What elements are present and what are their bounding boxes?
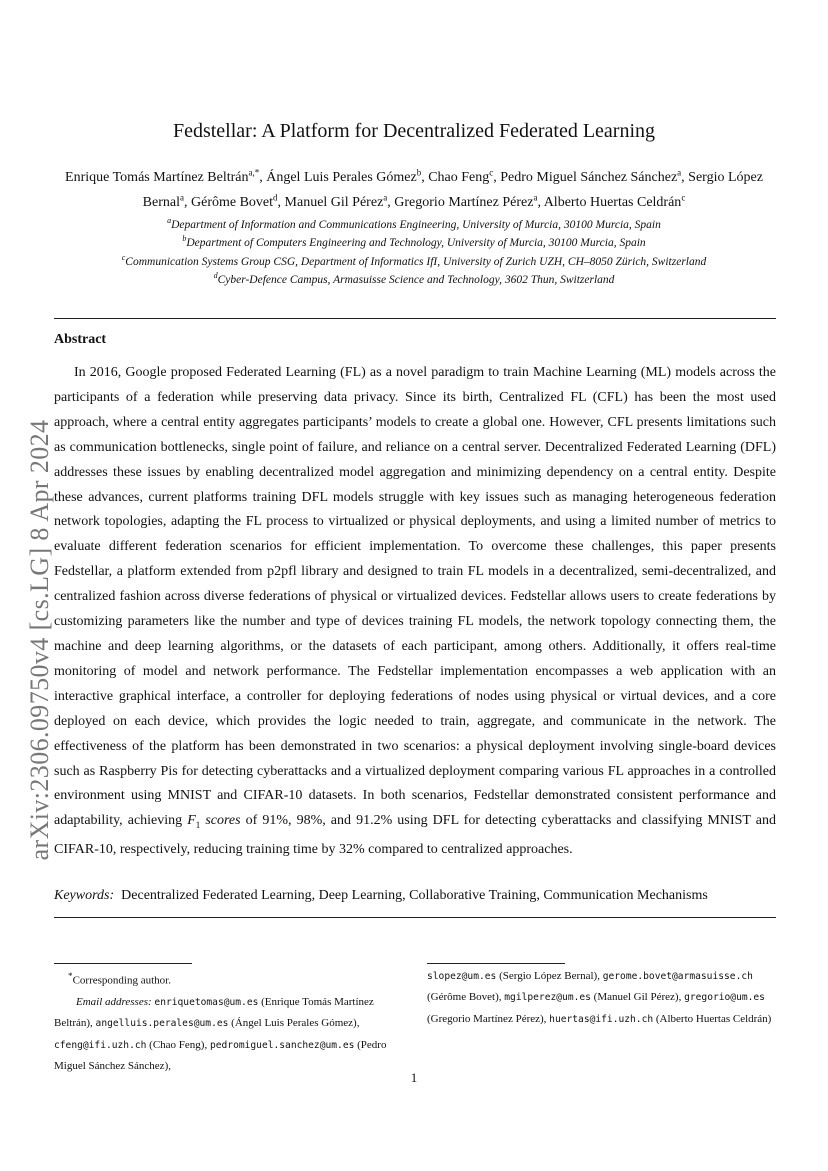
email-link[interactable]: mgilperez@um.es xyxy=(504,992,591,1004)
abstract-body: In 2016, Google proposed Federated Learning (FL) as a novel paradigm to train Machine Learning (ML) models across the participants of a federation while preserving data privacy. Since its birth, Centralized FL (CFL) has been the most used approach, where a central entity aggregates participants’ models to create a global one. However, CFL presents limitations such as communication bottlenecks, single point of failure, and reliance on a central server. Decentralized Federated Learning (DFL) addresses these issues by enabling decentralized model aggregation and minimizing dependency on a central entity. Despite these advances, current platforms training DFL models struggle with key issues such as managing heterogeneous federation network topologies, adapting the FL process to virtualized or physical deployments, and using a limited number of metrics to evaluate different federation scenarios for efficient implementation. To overcome these challenges, this paper presents Fedstellar, a platform extended from p2pfl library and designed to train FL models in a decentralized, semi-decentralized, and centralized fashion across diverse federations of physical or virtualized devices. Fedstellar allows users to create federations by customizing parameters like the number and type of devices training FL models, the network topology connecting them, the machine and deep learning algorithms, or the datasets of each participant, among others. Additionally, it offers real-time monitoring of model and network performance. The Fedstellar implementation encompasses a web application with an interactive graphical interface, a controller for deploying federations of nodes using physical or virtual devices, and a core deployed on each device, which provides the logic needed to train, aggregate, and communicate in the network. The effectiveness of the platform has been demonstrated in two scenarios: a physical deployment involving single-board devices such as Raspberry Pis for detecting cyberattacks and a virtualized deployment comparing various FL approaches in a controlled environment using MNIST and CIFAR-10 datasets. In both scenarios, Fedstellar demonstrated consistent performance and adaptability, achieving $F_1$ scores of 91%, 98%, and 91.2% using DFL for detecting cyberattacks and classifying MNIST and CIFAR-10, respectively, reducing training time by 32% compared to centralized approaches. xyxy=(54,365,776,858)
affiliation: $^d$Cyber-Defence Campus, Armasuisse Science and Technology, 3602 Thun, Switzerland xyxy=(213,270,615,286)
affiliation: $^a$Department of Information and Communications Engineering, University of Murcia, 30100 Murcia, Spain xyxy=(167,216,661,231)
email-link[interactable]: gerome.bovet@armasuisse.ch xyxy=(602,971,753,982)
page-number: 1 xyxy=(410,1070,418,1085)
email-link[interactable]: huertas@ifi.uzh.ch xyxy=(549,1013,654,1025)
paper-title: Fedstellar: A Platform for Decentralized Federated Learning xyxy=(172,120,656,142)
bottom-divider xyxy=(54,917,776,918)
affiliation: $^b$Department of Computers Engineering and Technology, University of Murcia, 30100 Murcia, Spain xyxy=(182,234,646,250)
keywords-text: Decentralized Federated Learning, Deep Learning, Collaborative Training, Communication Mechanisms xyxy=(121,888,708,903)
email-link[interactable]: pedromiguel.sanchez@um.es xyxy=(209,1039,355,1051)
author: Manuel Gil Pérez$^a$, xyxy=(284,192,395,211)
email-link[interactable]: cfeng@ifi.uzh.ch xyxy=(54,1039,147,1051)
abstract-heading: Abstract xyxy=(54,332,107,347)
author-list xyxy=(54,162,774,213)
author: Sergio López Bernal$^a$, xyxy=(142,169,763,211)
corresponding-note: *Corresponding author. xyxy=(68,971,171,987)
email-link[interactable]: angelluis.perales@um.es xyxy=(95,1018,229,1030)
author: Enrique Tomás Martínez Beltrán$^{a,*}$, xyxy=(65,167,267,185)
footnote-right: slopez@um.es (Sergio López Bernal), gerome.bovet@armasuisse.ch (Gérôme Bovet), mgilperez@um.es (Manuel Gil Pérez), gregorio@um.es (Gregorio Martínez Pérez), huertas@ifi.uzh.ch (Alberto Huertas Celdrán) xyxy=(427,970,772,1025)
keywords xyxy=(54,888,776,904)
affiliation: $^c$Communication Systems Group CSG, Department of Informatics IfI, University of Zurich UZH, CH–8050 Zürich, Switzerland xyxy=(121,252,707,268)
footnote-left xyxy=(54,966,394,1077)
author: Gregorio Martínez Pérez$^a$, xyxy=(394,192,544,211)
top-divider xyxy=(54,318,776,319)
email-link[interactable]: slopez@um.es xyxy=(427,971,497,982)
author: Pedro Miguel Sánchez Sánchez$^a$, xyxy=(500,167,689,185)
author: Chao Feng$^c$, xyxy=(428,167,501,185)
author: Ángel Luis Perales Gómez$^b$, xyxy=(266,167,429,185)
email-list-left: Email addresses: enriquetomas@um.es (Enrique Tomás Martínez Beltrán), angelluis.perales@um.es (Ángel Luis Perales Gómez), cfeng@ifi.uzh.ch (Chao Feng), pedromiguel.sanchez@um.es (Pedro Miguel Sánchez Sánchez), xyxy=(54,995,387,1072)
email-link[interactable]: gregorio@um.es xyxy=(684,992,765,1004)
author: Gérôme Bovet$^d$, xyxy=(191,192,285,211)
footnote-rule-left xyxy=(54,963,192,964)
author: Alberto Huertas Celdrán$^c$ xyxy=(543,192,686,211)
keywords-label: Keywords: xyxy=(54,888,115,903)
arxiv-stamp: arXiv:2306.09750v4 [cs.LG] 8 Apr 2024 xyxy=(25,419,54,861)
affiliation-list xyxy=(54,214,774,287)
footnote-rule-right xyxy=(427,963,565,964)
email-link[interactable]: enriquetomas@um.es xyxy=(154,996,259,1008)
